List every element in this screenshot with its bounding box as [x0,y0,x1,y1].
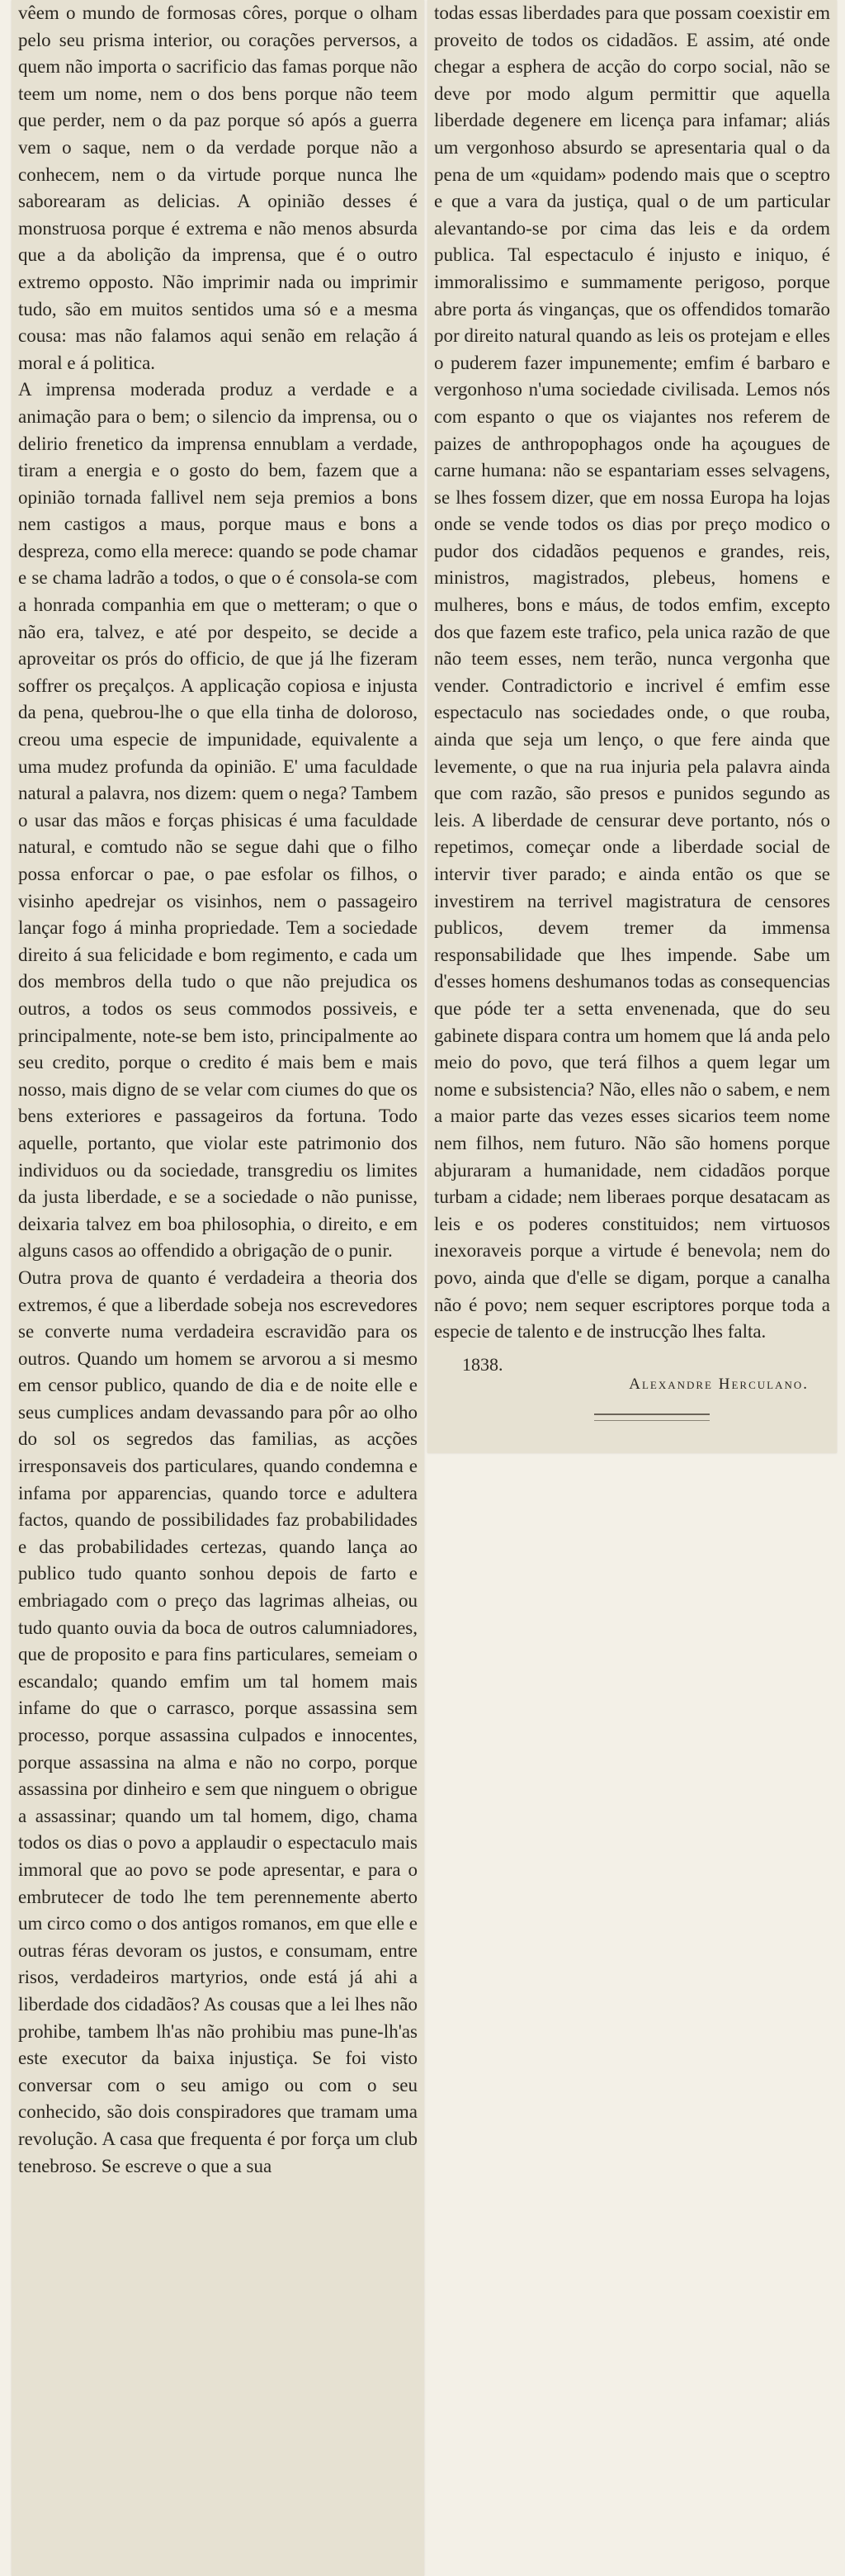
left-column-text: vêem o mundo de formosas côres, porque o olham pelo seu prisma interior, ou corações perversos, a quem não importa o sacrificio das famas porque não teem um nome, nem o dos bens porque não teem que perder, nem o da paz porque só após a guerra vem o saque, nem o da verdade porque não a conhecem, nem o da virtude porque nunca lhe saborearam as delicias. A opinião desses é monstruosa porque é extrema e não menos absurda que a da abolição da imprensa, que é o outro extremo opposto. Não imprimir nada ou imprimir tudo, são em muitos sentidos uma só e a mesma cousa: mas não falamos aqui senão em relação á moral e á politica. A imprensa moderada produz a verdade e a animação para o bem; o silencio da imprensa, ou o delirio frenetico da imprensa ennublam a verdade, tiram a energia e o gosto do bem, fazem que a opinião tornada fallivel nem seja premios a bons nem castigos a maus, porque maus e bons a despreza, como ella merece: quando se pode chamar e se chama ladrão a todos, o que o é consola-se com a honrada companhia em que o metteram; o que o não era, talvez, e até por despeito, se decide a aproveitar os prós do officio, de que já lhe fizeram soffrer os preçalços. A applicação copiosa e injusta da pena, quebrou-lhe o que ella tinha de doloroso, creou uma especie de impunidade, equivalente a uma mudez profunda da opinião. E' uma faculdade natural a palavra, nos dizem: quem o nega? Tambem o usar das mãos e forças phisicas é uma faculdade natural, e comtudo não se segue dahi que o filho possa enforcar o pae, o pae esfolar os filhos, o visinho apedrejar os visinhos, nem o passageiro lançar fogo á minha propriedade. Tem a sociedade direito á sua felicidade e bom regimento, e cada um dos membros della tudo o que não prejudica os outros, a todos os seus commodos possiveis, e principalmente, note-se bem isto, principalmente ao seu credito, porque o credito é mais bem e mais nosso, mais digno de se velar com ciumes do que os bens exteriores e passageiros da fortuna. Todo aquelle, portanto, que violar este patrimonio dos individuos ou da sociedade, transgrediu os limites da justa liberdade, e se a sociedade o não punisse, deixaria talvez em boa philosophia, o direito, e em alguns casos ao offendido a obrigação de o punir. Outra prova de quanto é verdadeira a theoria dos extremos, é que a liberdade sobeja nos escrevedores se converte numa verdadeira escravidão para os outros. Quando um homem se arvorou a si mesmo em censor publico, quando de dia e de noite elle e seus cumplices andam devassando para pôr ao olho do sol os segredos das familias, as acções irresponsaveis dos particulares, quando condemna e infama por apparencias, quando torce e adultera factos, quando de possibilidades faz probabilidades e das probabilidades certezas, quando lança ao publico tudo quanto sonhou depois de farto e embriagado com o preço das lagrimas alheias, ou tudo quanto ouvia da boca de outros calumniadores, que de proposito e para fins particulares, semeiam o escandalo; quando emfim um tal homem mais infame do que o carrasco, porque assassina sem processo, porque assassina culpados e innocentes, porque assassina na alma e não no corpo, porque assassina por dinheiro e sem que ninguem o obrigue a assassinar; quando um tal homem, digo, chama todos os dias o povo a applaudir o espectaculo mais immoral que ao povo se pode apresentar, e para o embrutecer de todo lhe tem perennemente aberto um circo como o dos antigos romanos, em que elle e outras féras devoram os justos, e consumam, entre risos, verdadeiros martyrios, onde está já ahi a liberdade dos cidadãos? As cousas que a lei lhes não prohibe, tambem lh'as não prohibiu mas pune-lh'as este executor da baixa injustiça. Se foi visto conversar com o seu amigo ou com o seu conhecido, são dois conspiradores que tramam uma revolução. A casa que frequenta é por força um club tenebroso. Se escreve o que a sua [18,2,418,2176]
end-rule-ornament [594,1413,710,1421]
author-signature: Alexandre Herculano. [629,1376,809,1393]
article-year: 1838. [462,1354,503,1375]
right-column-text: todas essas liberdades para que possam coexistir em proveito de todos os cidadãos. E assim, até onde chegar a esphera de acção do corpo social, não se deve por modo algum permittir que aquella liberdade degenere em licença para infamar; aliás um vergonhoso absurdo se apresentaria qual o da pena de um «quidam» podendo mais que o sceptro e que a vara da justiça, qual o de um particular alevantando-se por cima das leis e da ordem publica. Tal espectaculo é injusto e iniquo, é immoralissimo e summamente perigoso, porque abre porta ás vinganças, que os offendidos tomarão por direito natural quando as leis os protejam e elles o puderem fazer impunemente; emfim é barbaro e vergonhoso n'uma sociedade civilisada. Lemos nós com espanto o que os viajantes nos referem de paizes de anthropophagos onde ha açougues de carne humana: não se espantariam esses selvagens, se lhes fossem dizer, que em nossa Europa ha lojas onde se vende todos os dias por preço modico o pudor dos cidadãos pequenos e grandes, reis, ministros, magistrados, plebeus, homens e mulheres, bons e máus, de todos emfim, excepto dos que fazem este trafico, pela unica razão de que não teem esses, nem terão, nunca vergonha que vender. Contradictorio e incrivel é emfim esse espectaculo nas sociedades onde, o que rouba, ainda que seja um lenço, o que fere ainda que levemente, o que na rua injuria pela palavra ainda que com razão, são presos e punidos segundo as leis. A liberdade de censurar deve portanto, nós o repetimos, começar onde a liberdade social de intervir tiver parado; e ainda então os que se investirem na terrivel magistratura de censores publicos, devem tremer da immensa responsabilidade que lhes impende. Sabe um d'esses homens deshumanos todas as consequencias que póde ter a setta envenenada, que do seu gabinete dispara contra um homem que lá anda pelo meio do povo, que terá filhos a quem legar um nome e subsistencia? Não, elles não o sabem, e nem a maior parte das vezes esses sicarios teem nome nem filhos, nem futuro. Não são homens porque abjuraram a humanidade, nem cidadãos porque turbam a cidade; nem liberaes porque desatacam as leis e os poderes constituidos; nem virtuosos inexoraveis porque a virtude é benevola; nem do povo, ainda que d'elle se digam, porque a canalha não é povo; nem sequer escriptores porque toda a especie de talento e de instrucção lhes falta. [434,2,830,1342]
